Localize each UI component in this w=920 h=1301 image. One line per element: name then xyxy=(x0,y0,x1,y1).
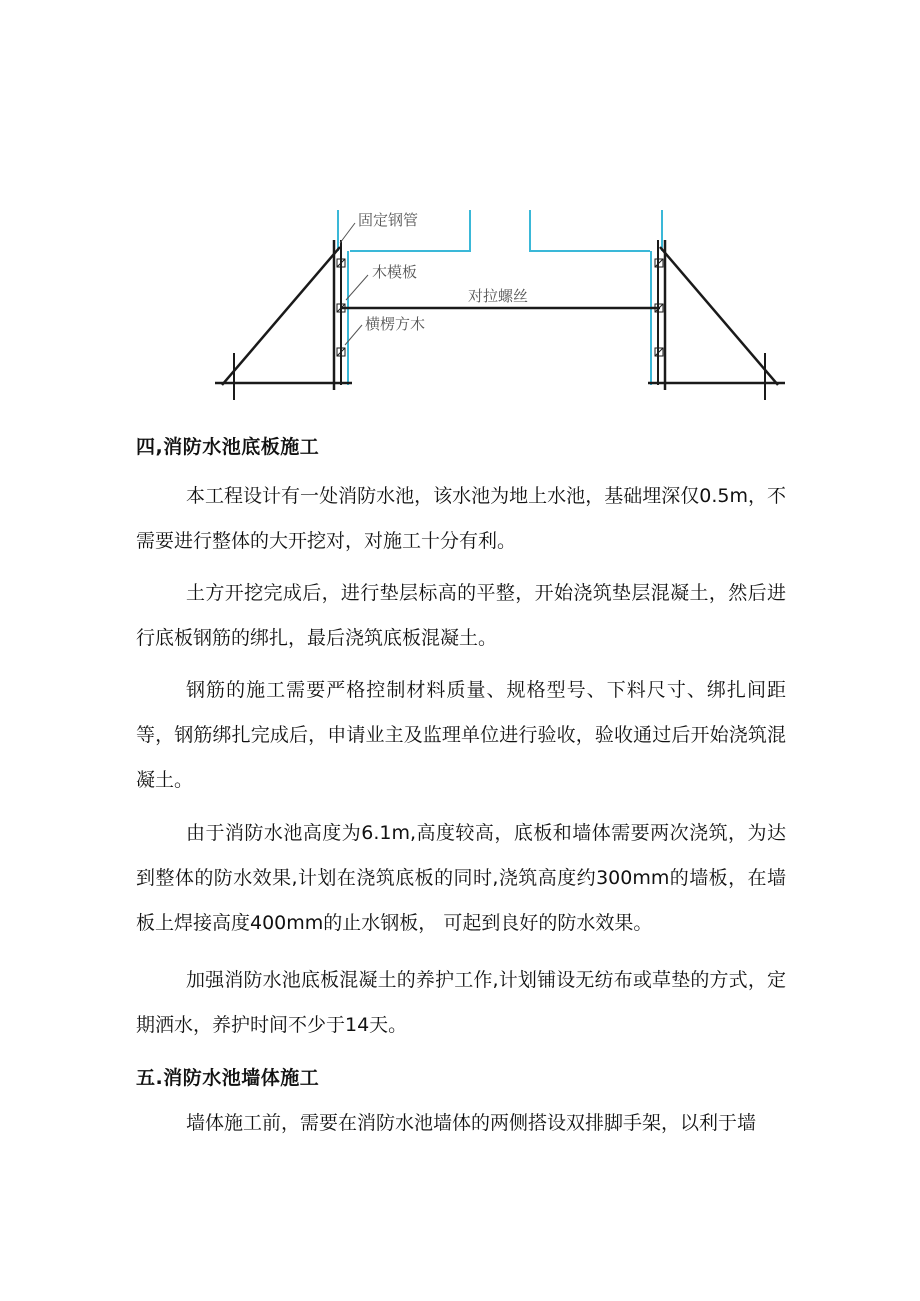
paragraph: 由于消防水池高度为6.1m,高度较高，底板和墙体需要两次浇筑，为达到整体的防水效果,计划在浇筑底板的同时,浇筑高度约300mm的墙板，在墙板上焊接高度400mm的止水钢板， 可起到良好的防水效果。 xyxy=(136,822,786,934)
section-heading-5: 五.消防水池墙体施工 xyxy=(136,1067,320,1089)
paragraph: 本工程设计有一处消防水池，该水池为地上水池，基础埋深仅0.5m，不需要进行整体的大开挖对，对施工十分有利。 xyxy=(136,485,786,552)
paragraph: 土方开挖完成后，进行垫层标高的平整，开始浇筑垫层混凝土，然后进行底板钢筋的绑扎，最后浇筑底板混凝土。 xyxy=(136,582,786,649)
left-diagonal-brace xyxy=(222,247,340,385)
leader-fixed-pipe xyxy=(340,223,355,243)
label-cross-timber: 横楞方木 xyxy=(365,315,426,333)
formwork-diagram-svg xyxy=(200,195,800,410)
label-wood-formwork: 木模板 xyxy=(372,263,418,281)
right-diagonal-brace xyxy=(660,247,778,385)
label-tie-bolt: 对拉螺丝 xyxy=(468,287,529,305)
paragraph: 钢筋的施工需要严格控制材料质量、规格型号、下料尺寸、绑扎间距等，钢筋绑扎完成后，申请业主及监理单位进行验收，验收通过后开始浇筑混凝土。 xyxy=(136,679,786,791)
paragraph: 加强消防水池底板混凝土的养护工作,计划铺设无纺布或草垫的方式，定期洒水，养护时间不少于14天。 xyxy=(136,969,786,1036)
paragraph: 墙体施工前，需要在消防水池墙体的两侧搭设双排脚手架，以利于墙 xyxy=(186,1112,757,1134)
leader-wood-formwork xyxy=(346,275,368,300)
formwork-diagram xyxy=(200,195,800,410)
wall-outline-top-right xyxy=(530,210,650,251)
section-heading-4: 四,消防水池底板施工 xyxy=(136,436,320,458)
label-fixed-pipe: 固定钢管 xyxy=(358,211,419,229)
